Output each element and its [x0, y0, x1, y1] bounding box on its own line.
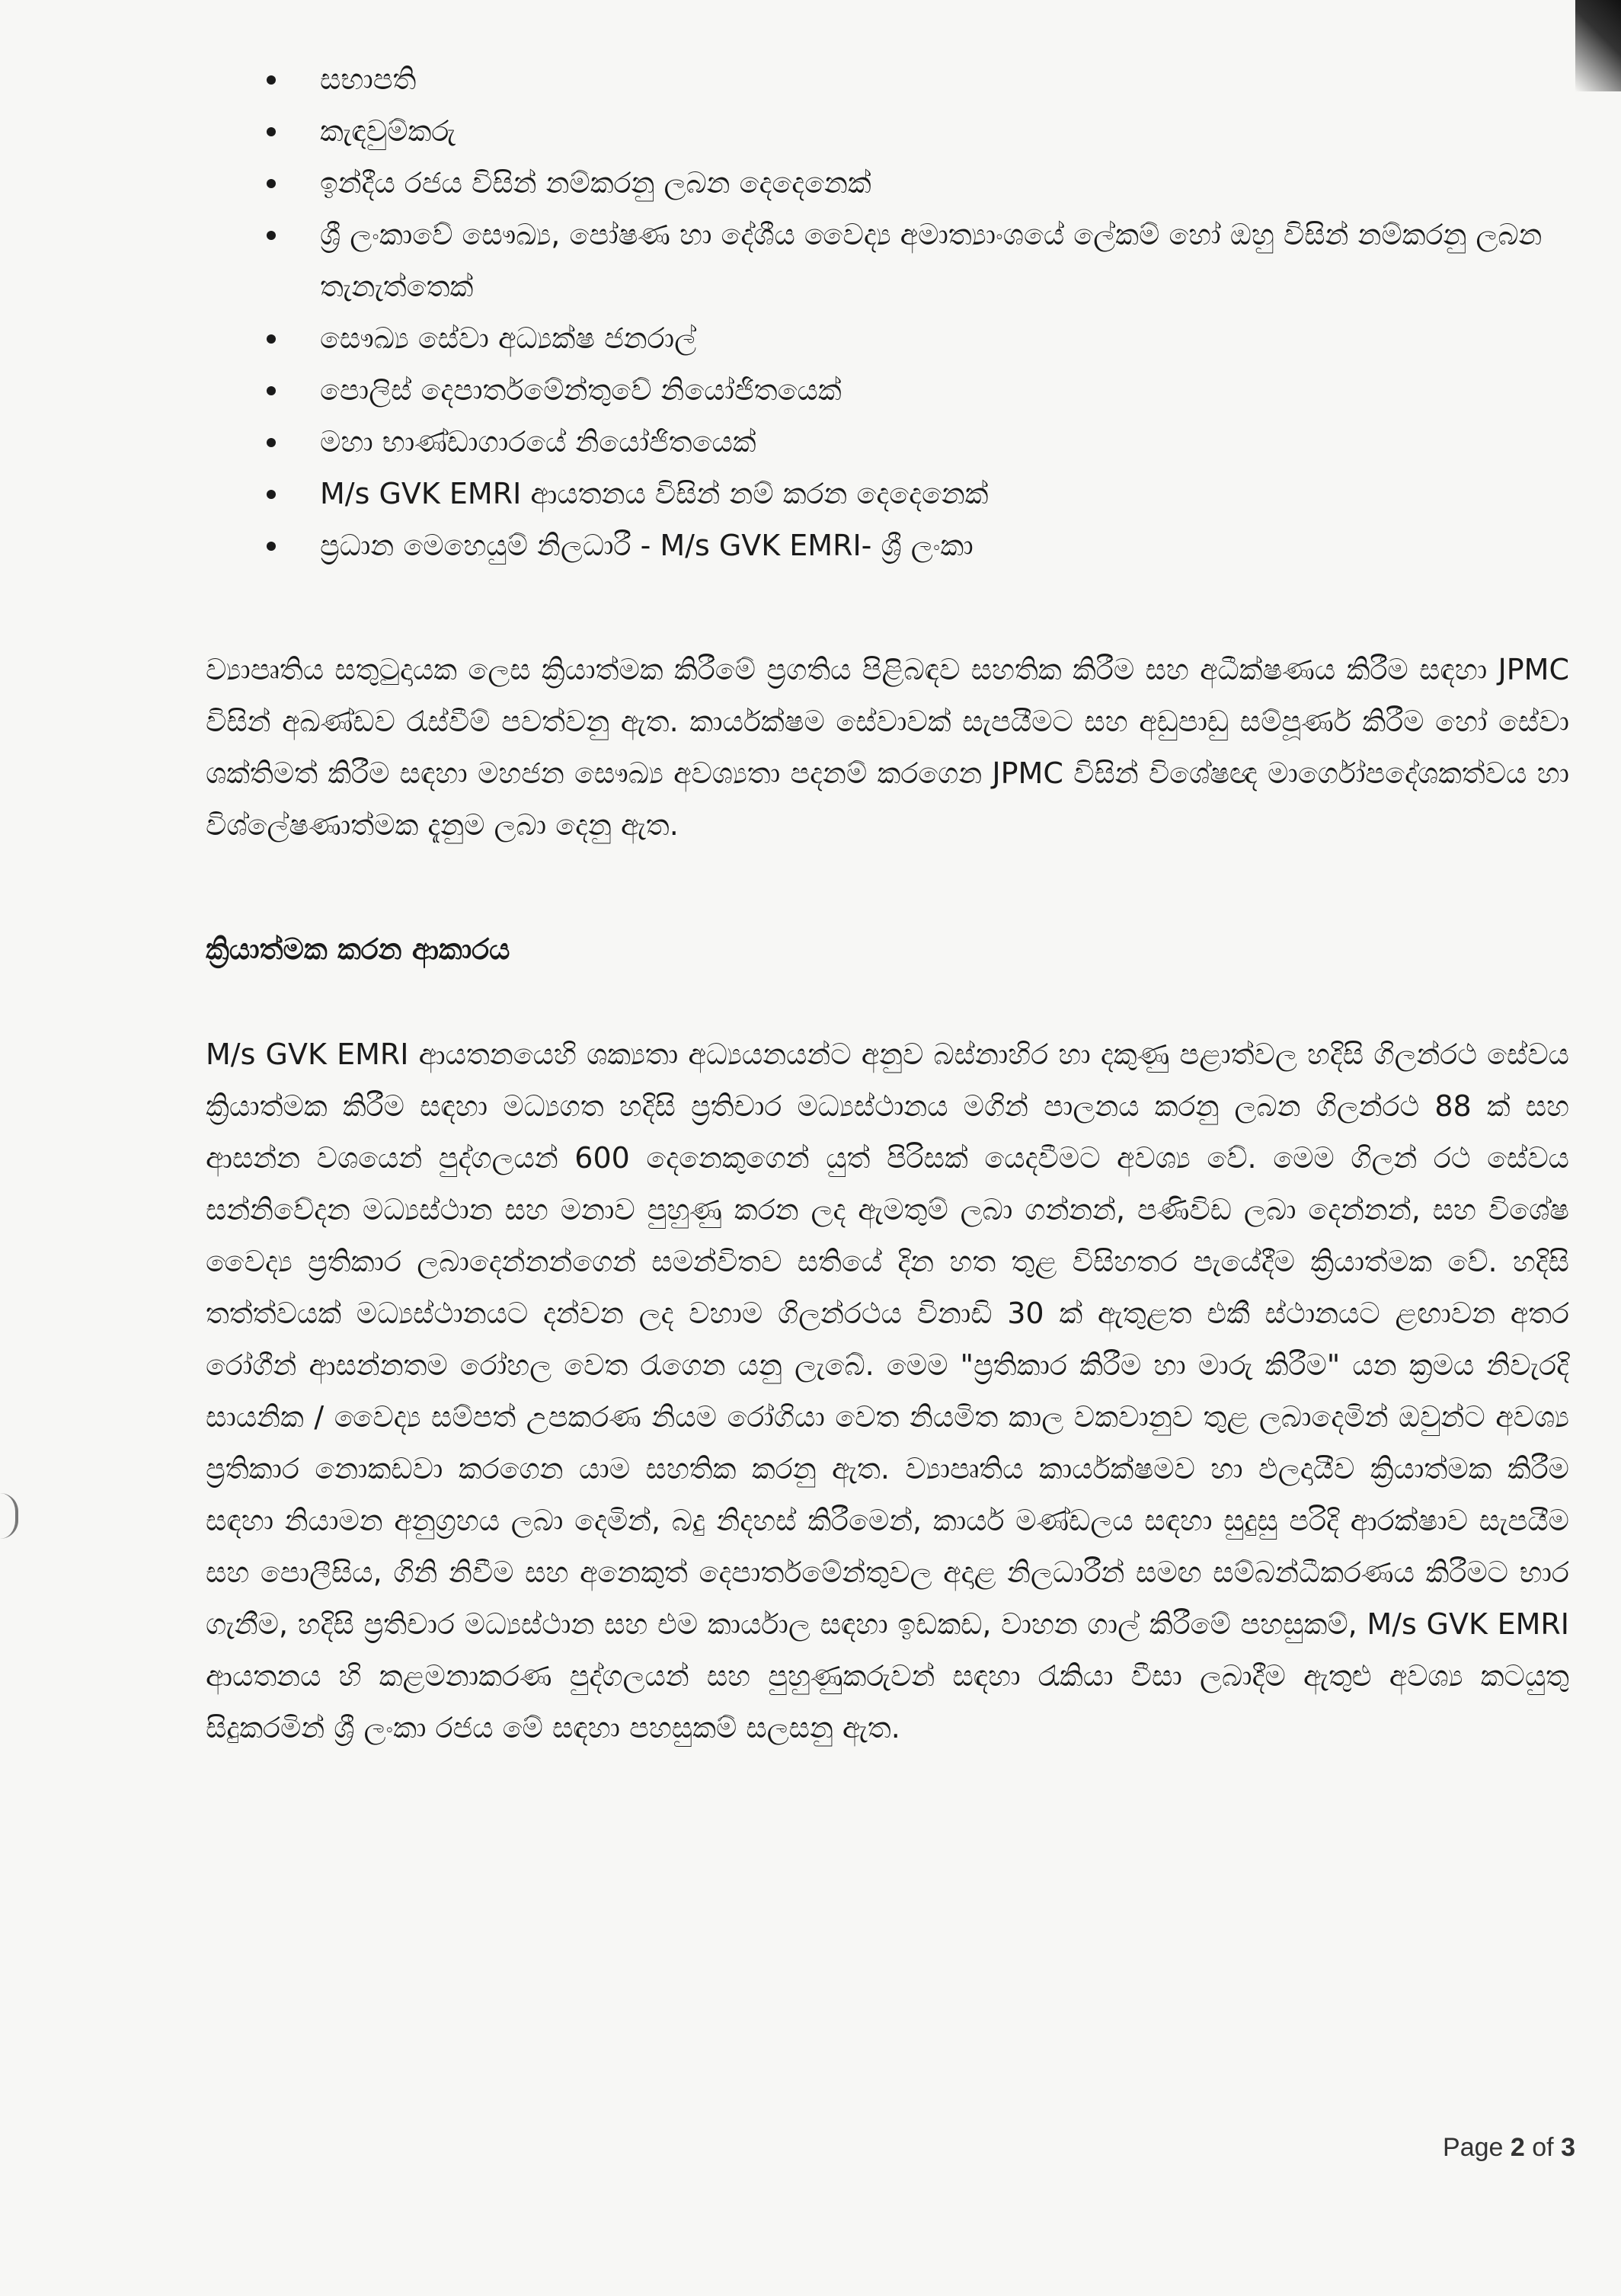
punch-hole-mark — [0, 1493, 18, 1539]
list-item: M/s GVK EMRI ආයතනය විසින් නම් කරන දෙදෙනෙක් — [267, 468, 1569, 520]
bullet-icon — [267, 75, 276, 85]
bullet-icon — [267, 438, 276, 447]
jpmc-paragraph: ව්‍යාපෘතිය සතුටුදායක ලෙස ක්‍රියාත්මක කිරීමේ ප්‍රගතිය පිළිබඳව සහතික කිරීම සහ අධීක්ෂණය කිරීම සඳහා JPMC විසින් අඛණ්ඩව රැස්වීම් පවත්වනු ඇත. කාර්යක්ෂම සේවාවක් සැපයීමට සහ අඩුපාඩු සම්පූර්ණ කිරීම හෝ සේවා ශක්තිමත් කිරීම සඳහා මහජන සෞඛ්‍ය අවශ්‍යතා පදනම් කරගෙන JPMC විසින් විශේෂඥ මාර්ගෝපදේශකත්වය හා විශ්ලේෂණාත්මක දැනුම ලබා දෙනු ඇත. — [206, 653, 1569, 842]
bullet-icon — [267, 231, 276, 240]
bullet-icon — [267, 127, 276, 136]
bullet-icon — [267, 386, 276, 395]
bullet-icon — [267, 179, 276, 188]
list-item: ප්‍රධාන මෙහෙයුම් නිලධාරී - M/s GVK EMRI- ශ්‍රී ලංකා — [267, 520, 1569, 571]
page-number: Page 2 of 3 — [1443, 2133, 1575, 2162]
list-item: පොලිස් දෙපාර්තමේන්තුවේ නියෝජිතයෙක් — [267, 364, 1569, 416]
list-item: කැඳවුම්කරු — [267, 105, 1569, 157]
list-item: ඉන්දීය රජය විසින් නම්කරනු ලබන දෙදෙනෙක් — [267, 157, 1569, 209]
bullet-icon — [267, 334, 276, 344]
bullet-icon — [267, 490, 276, 499]
list-item: මහා භාණ්ඩාගාරයේ නියෝජිතයෙක් — [267, 416, 1569, 468]
list-item: සභාපති — [267, 53, 1569, 105]
scan-edge-shadow — [1575, 0, 1621, 91]
section-heading: ක්‍රියාත්මක කරන ආකාරය — [206, 932, 510, 966]
implementation-paragraph: M/s GVK EMRI ආයතනයෙහි ශක්‍යතා අධ්‍යයනයන්ට අනුව බස්නාහිර හා දකුණු පළාත්වල හදිසි ගිලන්රථ සේවය ක්‍රියාත්මක කිරීම සඳහා මධ්‍යගත හදිසි ප්‍රතිචාර මධ්‍යස්ථානය මගින් පාලනය කරනු ලබන ගිලන්රථ 88 ක් සහ ආසන්න වශයෙන් පුද්ගලයන් 600 දෙනෙකුගෙන් යුත් පිරිසක් යෙදවීමට අවශ්‍ය වේ. මෙම ගිලන් රථ සේවය සන්නිවේදන මධ්‍යස්ථාන සහ මනාව පුහුණු කරන ලද ඇමතුම් ලබා ගන්නන්, පණිවිඩ ලබා දෙන්නන්, සහ විශේෂ වෛද්‍ය ප්‍රතිකාර ලබාදෙන්නන්ගෙන් සමන්විතව සතියේ දින හත තුළ විසිහතර පැයේදීම ක්‍රියාත්මක වේ. හදිසි තත්ත්වයක් මධ්‍යස්ථානයට දන්වන ලද වහාම ගිලන්රථය විනාඩි 30 ක් ඇතුළත එකී ස්ථානයට ළඟාවන අතර රෝගීන් ආසන්නතම රෝහල වෙත රැගෙන යනු ලැබේ. මෙම "ප්‍රතිකාර කිරීම හා මාරු කිරීම" යන ක්‍රමය නිවැරදි සායනික / වෛද්‍ය සම්පත් උපකරණ නියම රෝගියා වෙත නියමිත කාල වකවානුව තුළ ලබාදෙමින් ඔවුන්ට අවශ්‍ය ප්‍රතිකාර නොකඩවා කරගෙන යාම සහතික කරනු ඇත. ව්‍යාපෘතිය කාර්යක්ෂමව හා ඵලදායීව ක්‍රියාත්මක කිරීම සඳහා නියාමන අනුග්‍රහය ලබා දෙමින්, බදු නිදහස් කිරීමෙන්, කාර්ය මණ්ඩලය සඳහා සුදුසු පරිදි ආරක්ෂාව සැපයීම සහ පොලීසිය, ගිනි නිවීම සහ අනෙකුත් දෙපාර්තමේන්තුවල අදාළ නිලධාරීන් සමඟ සම්බන්ධීකරණය කිරීමට භාර ගැනීම, හදිසි ප්‍රතිචාර මධ්‍යස්ථාන සහ එම කාර්යාල සඳහා ඉඩකඩ, වාහන ගාල් කිරීමේ පහසුකම්, M/s GVK EMRI ආයතනය හි කළමනාකරණ පුද්ගලයන් සහ පුහුණුකරුවන් සඳහා රැකියා වීසා ලබාදීම ඇතුළු අවශ්‍ය කටයුතු සිදුකරමින් ශ්‍රී ලංකා රජය මේ සඳහා පහසුකම් සලසනු ඇත. — [206, 1038, 1569, 1744]
list-item: ශ්‍රී ලංකාවේ සෞඛ්‍ය, පෝෂණ හා දේශීය වෛද්‍ය අමාත්‍යාංශයේ ලේකම් හෝ ඔහු විසින් නම්කරනු ලබන තැනැත්තෙක් — [267, 209, 1569, 312]
document-body — [206, 53, 1569, 1754]
list-item: සෞඛ්‍ය සේවා අධ්‍යක්ෂ ජනරාල් — [267, 312, 1569, 364]
bullet-icon — [267, 542, 276, 551]
committee-members-list — [267, 53, 1569, 571]
